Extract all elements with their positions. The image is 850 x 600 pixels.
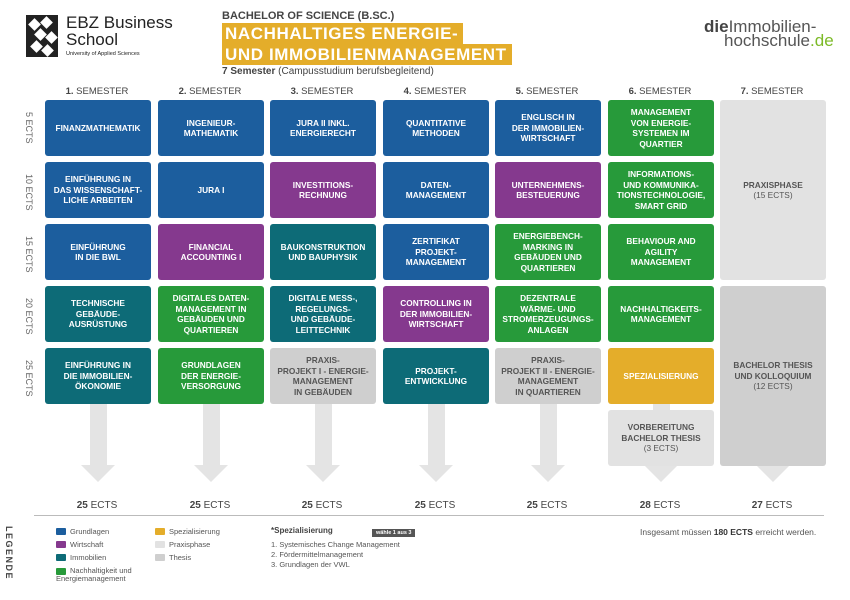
module-title: PROJEKT- ENTWICKLUNG <box>404 365 468 386</box>
module-c5r5 <box>495 348 601 404</box>
module-ects: (3 ECTS) <box>643 443 679 454</box>
semester-label: SEMESTER <box>76 86 129 97</box>
legend-label: Grundlagen <box>70 527 110 536</box>
arrow-head-icon <box>419 465 453 482</box>
module-label <box>281 242 366 263</box>
specialization-choice-badge: wähle 1 aus 3 <box>372 529 415 537</box>
module-label <box>406 236 466 268</box>
module-c6r3 <box>608 224 714 280</box>
module-label <box>502 293 593 335</box>
semester-number: 4. <box>403 86 412 97</box>
arrow-head-icon <box>531 465 565 482</box>
module-c6r2 <box>608 162 714 218</box>
arrow-head-icon <box>644 465 678 482</box>
semester-info: 7 Semester (Campusstudium berufsbegleitend) <box>222 66 434 77</box>
legend-item <box>56 567 146 583</box>
semester-ects-total <box>270 500 374 511</box>
ects-total-value: 28 <box>639 500 651 511</box>
module-c5r3 <box>495 224 601 280</box>
legend-swatch <box>155 528 165 535</box>
ebz-logo-icon <box>26 15 58 57</box>
ects-row-label: 25 ECTS <box>24 360 34 397</box>
brand-logo-line2: hochschule.de <box>724 31 834 50</box>
module-label <box>277 355 368 397</box>
semester-number: 7. <box>740 86 749 97</box>
module-label <box>406 180 466 201</box>
module-label <box>400 298 472 330</box>
module-label <box>290 118 356 139</box>
module-title: DATEN- MANAGEMENT <box>405 179 467 200</box>
module-label <box>181 242 242 263</box>
semester-number: 3. <box>290 86 299 97</box>
module-title: PRAXIS- PROJEKT II - ENERGIE- MANAGEMENT IN QUARTIEREN <box>501 355 595 397</box>
module-label <box>617 169 706 211</box>
ects-total-unit: ECTS <box>540 500 568 511</box>
school-subtitle: University of Applied Sciences <box>66 51 140 57</box>
module-title: DEZENTRALE WÄRME- UND STROMERZEUGUNGS- ANLAGEN <box>502 293 594 335</box>
ects-total-value: 27 <box>751 500 763 511</box>
module-label <box>513 231 583 273</box>
legend-label: Thesis <box>169 553 192 562</box>
module-label <box>512 112 584 144</box>
module-c3r1 <box>270 100 376 156</box>
module-title: VORBEREITUNG BACHELOR THESIS <box>621 422 701 443</box>
module-title: MANAGEMENT VON ENERGIE- SYSTEMEN IM QUARTIER <box>630 107 692 149</box>
legend-swatch <box>56 541 66 548</box>
semester-header <box>608 86 712 97</box>
legend-label: Nachhaltigkeit und Energiemanagement <box>56 566 132 583</box>
module-c2r3 <box>158 224 264 280</box>
brand-logo-line1: dieImmobilien- <box>704 17 817 36</box>
module-c2r1 <box>158 100 264 156</box>
specialization-item: 3. Grundlagen der VWL <box>271 560 350 569</box>
ects-row-label: 10 ECTS <box>24 174 34 211</box>
module-label <box>620 304 701 325</box>
module-c6r6 <box>608 410 714 466</box>
module-label <box>54 174 143 206</box>
module-ects: (12 ECTS) <box>753 381 793 392</box>
semester-number: 6. <box>628 86 637 97</box>
module-c4r3 <box>383 224 489 280</box>
module-label <box>406 118 466 139</box>
module-title: DIGITALES DATEN- MANAGEMENT IN GEBÄUDEN UND QUARTIEREN <box>172 293 250 335</box>
module-title: QUANTITATIVE METHODEN <box>405 117 467 138</box>
module-c6r5 <box>608 348 714 404</box>
ects-total-unit: ECTS <box>315 500 343 511</box>
module-c1r4 <box>45 286 151 342</box>
specialization-title: *Spezialisierung <box>271 526 333 535</box>
semester-label: SEMESTER <box>301 86 354 97</box>
program-title-line2: UND IMMOBILIENMANAGEMENT <box>222 44 512 65</box>
module-label <box>64 360 133 392</box>
ects-row-label: 15 ECTS <box>24 236 34 273</box>
module-c5r1 <box>495 100 601 156</box>
module-c4r4 <box>383 286 489 342</box>
ects-total-unit: ECTS <box>90 500 118 511</box>
module-title: EINFÜHRUNG IN DIE BWL <box>70 241 126 262</box>
module-title: JURA II INKL. ENERGIERECHT <box>290 117 356 138</box>
legend-item <box>155 528 220 536</box>
module-c5r4 <box>495 286 601 342</box>
ects-total-value: 25 <box>76 500 88 511</box>
semester-number: 5. <box>515 86 524 97</box>
semester-label: SEMESTER <box>639 86 692 97</box>
module-label <box>501 355 595 397</box>
module-c1r5 <box>45 348 151 404</box>
semester-ects-total <box>720 500 824 511</box>
semester-header <box>270 86 374 97</box>
legend-label: Immobilien <box>70 553 107 562</box>
module-label <box>173 293 250 335</box>
module-title: SPEZIALISIERUNG <box>623 370 699 381</box>
semester-label: SEMESTER <box>414 86 467 97</box>
arrow-head-icon <box>306 465 340 482</box>
module-label <box>181 360 241 392</box>
module-title: GRUNDLAGEN DER ENERGIE- VERSORGUNG <box>181 360 241 392</box>
module-title: BACHELOR THESIS UND KOLLOQUIUM <box>733 360 813 381</box>
legend-label: Praxisphase <box>169 540 211 549</box>
module-title: TECHNISCHE GEBÄUDE- AUSRÜSTUNG <box>68 298 128 330</box>
module-label <box>631 107 691 149</box>
legend-swatch <box>155 541 165 548</box>
module-title: FINANCIAL ACCOUNTING I <box>180 241 242 262</box>
module-label <box>626 236 695 268</box>
module-label <box>405 366 467 387</box>
legend-swatch <box>56 554 66 561</box>
module-title: CONTROLLING IN DER IMMOBILIEN- WIRTSCHAFT <box>399 298 473 330</box>
semester-label: SEMESTER <box>751 86 804 97</box>
legend-item <box>56 541 103 549</box>
module-label <box>198 185 225 196</box>
module-c3r3 <box>270 224 376 280</box>
module-title: INVESTITIONS- RECHNUNG <box>292 179 354 200</box>
semester-label: SEMESTER <box>189 86 242 97</box>
module-c3r2 <box>270 162 376 218</box>
legend-item <box>155 554 191 562</box>
semester-ects-total <box>383 500 487 511</box>
ects-row-label: 20 ECTS <box>24 298 34 335</box>
module-title: PRAXISPHASE <box>743 179 803 190</box>
arrow-head-icon <box>756 465 790 482</box>
ects-total-unit: ECTS <box>203 500 231 511</box>
module-title: EINFÜHRUNG IN DIE IMMOBILIEN- ÖKONOMIE <box>63 360 133 392</box>
semester-header <box>158 86 262 97</box>
semester-number: 1. <box>65 86 74 97</box>
semester-header <box>383 86 487 97</box>
ects-row-label: 5 ECTS <box>24 112 34 144</box>
legend-item <box>56 528 109 536</box>
ects-total-value: 25 <box>301 500 313 511</box>
module-label <box>293 180 353 201</box>
module-c2r2 <box>158 162 264 218</box>
program-title-line1: NACHHALTIGES ENERGIE- <box>222 23 463 44</box>
degree-title: BACHELOR OF SCIENCE (B.SC.) <box>222 10 395 22</box>
module-title: INGENIEUR- MATHEMATIK <box>183 117 239 138</box>
ects-total-unit: ECTS <box>765 500 793 511</box>
module-c3r5 <box>270 348 376 404</box>
semester-header <box>45 86 149 97</box>
module-c2r5 <box>158 348 264 404</box>
arrow-head-icon <box>194 465 228 482</box>
module-c7b <box>720 286 826 466</box>
legend-swatch <box>155 554 165 561</box>
module-c2r4 <box>158 286 264 342</box>
module-title: BAUKONSTRUKTION UND BAUPHYSIK <box>280 241 366 262</box>
module-label <box>512 180 585 201</box>
semester-label: SEMESTER <box>526 86 579 97</box>
ects-total-value: 25 <box>189 500 201 511</box>
ects-total-unit: ECTS <box>653 500 681 511</box>
module-c4r2 <box>383 162 489 218</box>
ects-total-unit: ECTS <box>428 500 456 511</box>
module-title: ENERGIEBENCH- MARKING IN GEBÄUDEN UND QUARTIEREN <box>513 231 583 273</box>
module-c3r4 <box>270 286 376 342</box>
legend-label: Spezialisierung <box>169 527 220 536</box>
semester-ects-total <box>45 500 149 511</box>
module-label <box>184 118 239 139</box>
semester-ects-total <box>495 500 599 511</box>
module-title: DIGITALE MESS-, REGELUNGS- UND GEBÄUDE- LEITTECHNIK <box>288 293 358 335</box>
module-c5r2 <box>495 162 601 218</box>
module-title: INFORMATIONS- UND KOMMUNIKA- TIONSTECHNOLOGIE, SMART GRID <box>616 169 706 211</box>
module-c4r1 <box>383 100 489 156</box>
legend-item <box>56 554 106 562</box>
module-label <box>289 293 358 335</box>
semester-ects-total <box>158 500 262 511</box>
module-title: JURA I <box>197 184 225 195</box>
module-c1r2 <box>45 162 151 218</box>
module-c6r4 <box>608 286 714 342</box>
module-title: ZERTIFIKAT PROJEKT- MANAGEMENT <box>405 236 467 268</box>
semester-number: 2. <box>178 86 187 97</box>
module-title: BEHAVIOUR AND AGILITY MANAGEMENT <box>626 236 696 268</box>
specialization-item: 1. Systemisches Change Management <box>271 540 400 549</box>
module-ects: (15 ECTS) <box>753 190 793 200</box>
module-title: UNTERNEHMENS- BESTEUERUNG <box>511 179 585 200</box>
ects-total-value: 25 <box>526 500 538 511</box>
semester-header <box>495 86 599 97</box>
module-label <box>733 360 812 392</box>
module-title: PRAXIS- PROJEKT I - ENERGIE- MANAGEMENT IN GEBÄUDEN <box>277 355 369 397</box>
legend-swatch <box>56 528 66 535</box>
module-c1r1 <box>45 100 151 156</box>
module-c7a <box>720 100 826 280</box>
legend-label: Wirtschaft <box>70 540 104 549</box>
module-title: EINFÜHRUNG IN DAS WISSENSCHAFT- LICHE ARBEITEN <box>53 174 143 206</box>
module-c1r3 <box>45 224 151 280</box>
module-label <box>621 422 700 454</box>
legend-title: LEGENDE <box>4 526 14 581</box>
arrow-head-icon <box>81 465 115 482</box>
module-c6r1 <box>608 100 714 156</box>
specialization-item: 2. Fördermittelmanagement <box>271 550 364 559</box>
semester-header <box>720 86 824 97</box>
module-label <box>743 180 802 201</box>
module-title: ENGLISCH IN DER IMMOBILIEN- WIRTSCHAFT <box>511 112 585 144</box>
module-title: NACHHALTIGKEITS- MANAGEMENT <box>620 303 702 324</box>
module-label <box>69 298 128 330</box>
total-ects-note: Insgesamt müssen 180 ECTS erreicht werden. <box>640 527 817 537</box>
legend-item <box>155 541 210 549</box>
semester-ects-total <box>608 500 712 511</box>
module-label <box>70 242 125 263</box>
module-label <box>56 123 141 134</box>
legend-divider <box>34 515 824 516</box>
ects-total-value: 25 <box>414 500 426 511</box>
module-title: FINANZMATHEMATIK <box>55 122 141 133</box>
module-c4r5 <box>383 348 489 404</box>
module-label <box>623 371 698 382</box>
school-name: EBZ Business School <box>66 13 173 49</box>
